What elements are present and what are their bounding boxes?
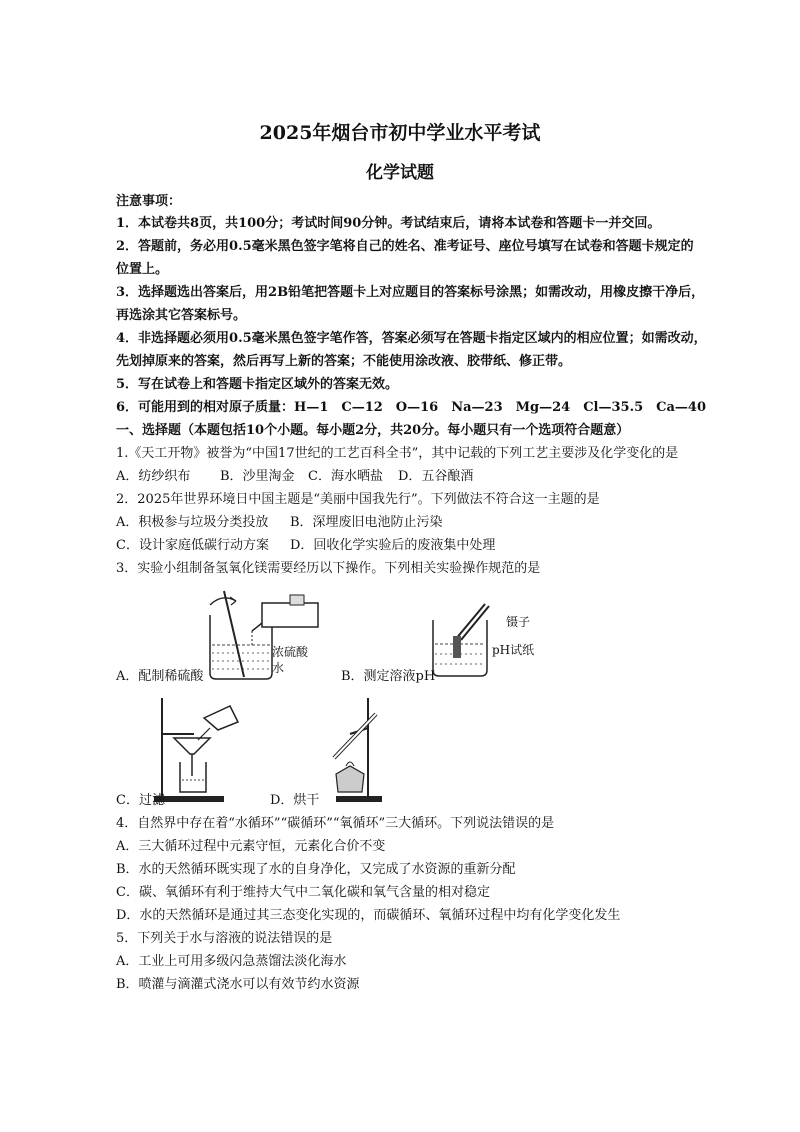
heating-figure — [320, 694, 390, 804]
note-line: 3．选择题选出答案后，用2B铅笔把答题卡上对应题目的答案标号涂黑；如需改动，用橡皮擦干净后， — [116, 285, 705, 300]
q5-option-b: B．喷灌与滴灌式浇水可以有效节约水资源 — [116, 977, 360, 992]
q3-stem: 3．实验小组制备氢氧化镁需要经历以下操作。下列相关实验操作规范的是 — [116, 561, 541, 576]
q2-option-a: A．积极参与垃圾分类投放 — [116, 515, 269, 530]
label-concentrated-acid: 浓硫酸 — [272, 645, 309, 659]
q3-option-a: A．配制稀硫酸 — [116, 669, 204, 684]
note-line: 6．可能用到的相对原子质量：H—1 C—12 O—16 Na—23 Mg—24 Cl—35.5 Ca—40 — [116, 400, 707, 415]
note-line: 再选涂其它答案标号。 — [116, 308, 247, 323]
note-line: 先划掉原来的答案，然后再写上新的答案；不能使用涂改液、胶带纸、修正带。 — [116, 354, 572, 369]
q1-option-a: A．纺纱织布 — [116, 469, 191, 484]
q4-option-a: A．三大循环过程中元素守恒，元素化合价不变 — [116, 839, 386, 854]
q4-stem: 4．自然界中存在着“水循环”“碳循环”“氧循环”三大循环。下列说法错误的是 — [116, 816, 555, 831]
section-heading: 一、选择题（本题包括10个小题。每小题2分，共20分。每小题只有一个选项符合题意） — [116, 423, 630, 438]
notes-heading: 注意事项： — [116, 194, 182, 209]
q1-stem: 1.《天工开物》被誉为“中国17世纪的工艺百科全书”，其中记载的下列工艺主要涉及化学变化的是 — [116, 446, 679, 461]
q4-option-c: C．碳、氧循环有利于维持大气中二氧化碳和氧气含量的相对稳定 — [116, 885, 490, 900]
exam-title: 2025年烟台市初中学业水平考试 — [259, 122, 541, 144]
q1-option-d: D．五谷酿酒 — [398, 469, 474, 484]
q2-option-d: D．回收化学实验后的废液集中处理 — [290, 538, 496, 553]
q3-option-b: B．测定溶液pH — [341, 669, 436, 684]
q3-option-d: D．烘干 — [270, 793, 320, 808]
filtration-figure — [150, 694, 250, 804]
ph-test-figure — [425, 600, 500, 680]
q3-option-c: C．过滤 — [116, 793, 165, 808]
label-ph-paper: pH试纸 — [492, 643, 535, 657]
q1-option-c: C．海水晒盐 — [308, 469, 383, 484]
q5-option-a: A．工业上可用多级闪急蒸馏法淡化海水 — [116, 954, 347, 969]
q2-option-c: C．设计家庭低碳行动方案 — [116, 538, 269, 553]
note-line: 5．写在试卷上和答题卡指定区域外的答案无效。 — [116, 377, 399, 392]
q2-option-b: B．深埋废旧电池防止污染 — [290, 515, 443, 530]
note-line: 2．答题前，务必用0.5毫米黑色签字笔将自己的姓名、准考证号、座位号填写在试卷和答题卡规定的 — [116, 239, 694, 254]
exam-subtitle: 化学试题 — [366, 163, 434, 183]
q4-option-d: D．水的天然循环是通过其三态变化实现的，而碳循环、氧循环过程中均有化学变化发生 — [116, 908, 621, 923]
label-water: 水 — [272, 661, 285, 675]
dilution-figure — [200, 585, 330, 685]
q2-stem: 2．2025年世界环境日中国主题是“美丽中国我先行”。下列做法不符合这一主题的是 — [116, 492, 600, 507]
note-line: 1．本试卷共8页，共100分；考试时间90分钟。考试结束后，请将本试卷和答题卡一并交回。 — [116, 216, 661, 231]
note-line: 4．非选择题必须用0.5毫米黑色签字笔作答，答案必须写在答题卡指定区域内的相应位置；如需改动， — [116, 331, 707, 346]
q5-stem: 5．下列关于水与溶液的说法错误的是 — [116, 931, 333, 946]
q4-option-b: B．水的天然循环既实现了水的自身净化，又完成了水资源的重新分配 — [116, 862, 516, 877]
label-tweezers: 镊子 — [506, 615, 531, 629]
q1-option-b: B．沙里淘金 — [220, 469, 295, 484]
note-line: 位置上。 — [116, 262, 169, 277]
